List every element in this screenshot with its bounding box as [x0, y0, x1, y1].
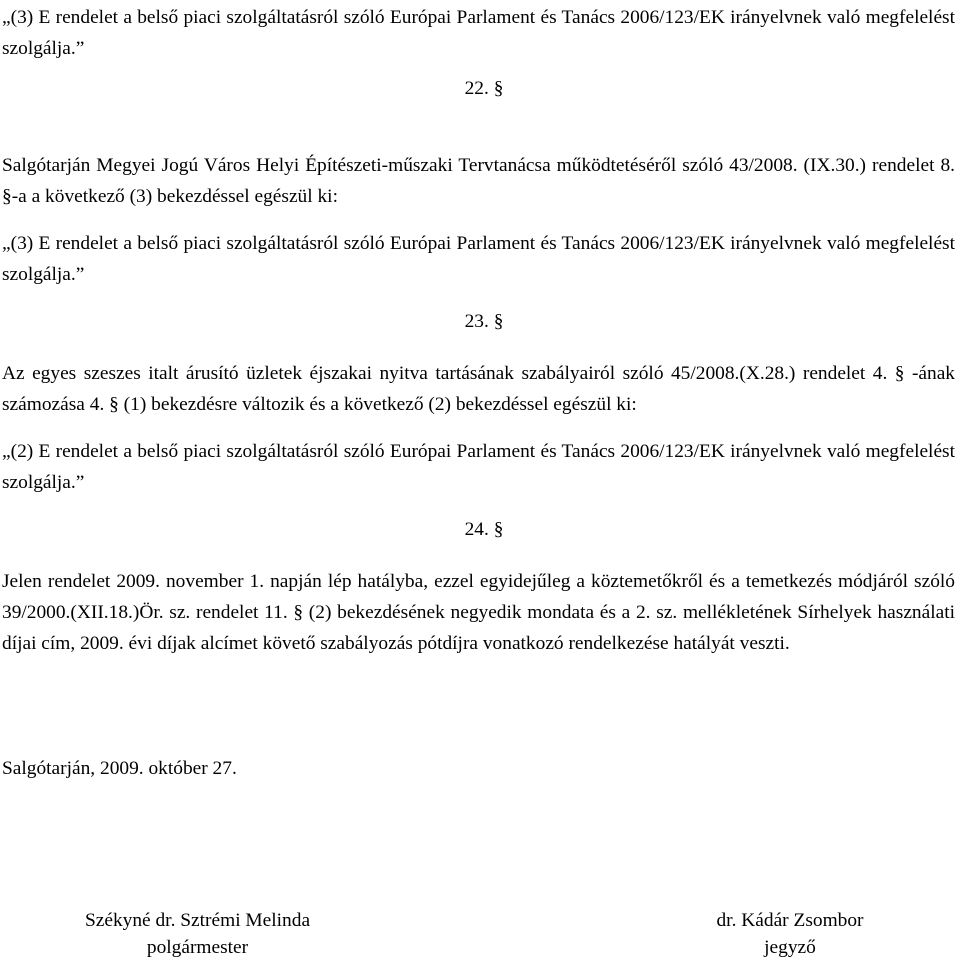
signature-name-mayor: Székyné dr. Sztrémi Melinda	[84, 910, 311, 931]
section-heading-22-text: 22. §	[464, 78, 504, 99]
paragraph-amendment-quote-1: „(3) E rendelet a belső piaci szolgáltatásról szóló Európai Parlament és Tanács 2006/123/EK irányelvnek való megfelelést szolgálja.”	[2, 7, 955, 59]
signature-block-mayor	[40, 907, 355, 961]
signature-title-notary: jegyző	[764, 937, 816, 958]
section-heading-23	[0, 306, 960, 337]
section-heading-24-text: 24. §	[464, 519, 504, 540]
paragraph-section-22-body: Salgótarján Megyei Jogú Város Helyi Építészeti-műszaki Tervtanácsa működtetéséről szóló 43/2008. (IX.30.) rendelet 8. §-a a következő (3) bekezdéssel egészül ki:	[2, 155, 955, 207]
signature-block-notary	[680, 907, 900, 961]
signature-name-notary: dr. Kádár Zsombor	[716, 910, 864, 931]
place-and-date: Salgótarján, 2009. október 27.	[2, 758, 237, 779]
paragraph-amendment-quote-3: „(2) E rendelet a belső piaci szolgáltatásról szóló Európai Parlament és Tanács 2006/123/EK irányelvnek való megfelelést szolgálja.”	[2, 441, 955, 493]
paragraph-amendment-quote-2: „(3) E rendelet a belső piaci szolgáltatásról szóló Európai Parlament és Tanács 2006/123/EK irányelvnek való megfelelést szolgálja.”	[2, 233, 955, 285]
paragraph-section-24-body: Jelen rendelet 2009. november 1. napján lép hatályba, ezzel egyidejűleg a köztemetőkről és a temetkezés módjáról szóló 39/2000.(XII.18.)Ör. sz. rendelet 11. § (2) bekezdésének negyedik mondata és a 2. sz. mellékletének Sírhelyek használati díjai cím, 2009. évi díjak alcímet követő szabályozás pótdíjra vonatkozó rendelkezése hatályát veszti.	[2, 571, 955, 654]
section-heading-24	[0, 514, 960, 545]
section-heading-23-text: 23. §	[464, 311, 504, 332]
paragraph-section-23-body: Az egyes szeszes italt árusító üzletek éjszakai nyitva tartásának szabályairól szóló 45/2008.(X.28.) rendelet 4. § -ának számozása 4. § (1) bekezdésre változik és a következő (2) bekezdéssel egészül ki:	[2, 363, 955, 415]
section-heading-22	[0, 73, 960, 104]
signature-title-mayor: polgármester	[146, 937, 249, 958]
